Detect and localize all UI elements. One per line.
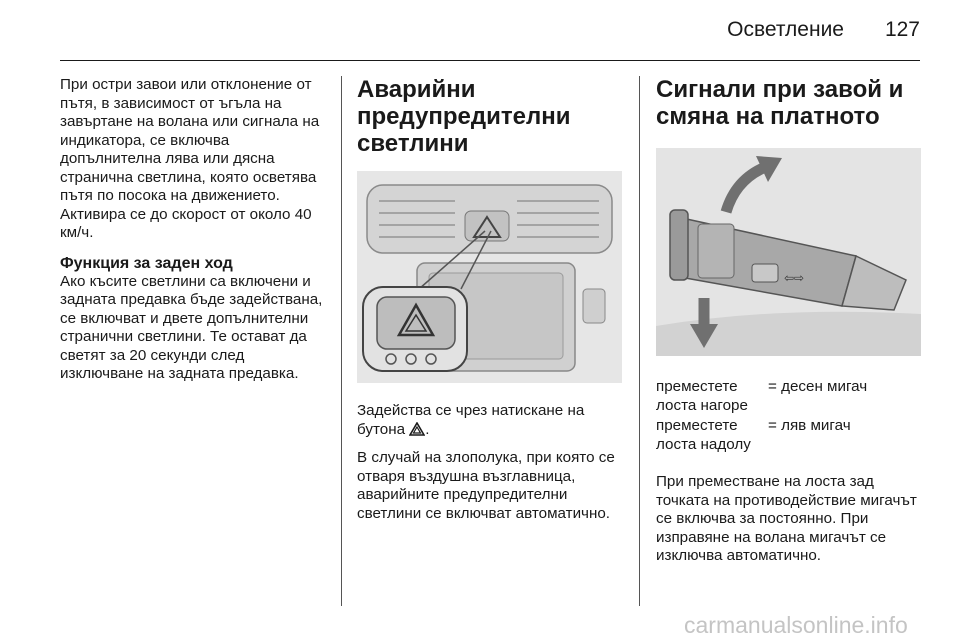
section-title: Осветление — [727, 18, 844, 41]
column-2 — [357, 76, 625, 523]
watermark: carmanualsonline.info — [684, 612, 908, 638]
hazard-button-illustration — [357, 171, 622, 383]
page-number: 127 — [884, 18, 920, 41]
column-divider — [639, 76, 640, 606]
turn-signal-text: При преместване на лоста зад точката на противодействие мигачът се включва за постоянно. При изправяне на волана мигачът се изключва автоматично. — [656, 473, 917, 564]
column-1 — [60, 76, 328, 384]
hazard-lights-heading: Аварийни предупредителни светлини — [357, 76, 571, 157]
column-3 — [656, 76, 921, 566]
page-header — [60, 0, 920, 61]
turn-signal-stalk-illustration — [656, 148, 921, 356]
turn-signal-heading: Сигнали при завой и смяна на платното — [656, 76, 904, 130]
svg-text:⇦⇨: ⇦⇨ — [784, 271, 805, 285]
intro-paragraph: При остри завои или отклонение от пътя, в зависимост от ъгъла на завъртане на волана или сигнала на индикатора, се включва допълнителна лява или дясна странична светлина, която осветява пътя по посока на движението. Активира се до скорост от около 40 км/ч. — [60, 76, 320, 241]
turn-signal-table — [656, 378, 921, 454]
table-row: преместете лоста нагоре = десен мигач — [656, 378, 868, 414]
hazard-auto-text: В случай на злополука, при която се отваря въздушна възглавница, аварийните предупредителни светлини се включват автоматично. — [357, 449, 615, 522]
table-row: преместете лоста надолу = ляв мигач — [656, 417, 851, 453]
hazard-triangle-icon — [409, 422, 425, 436]
hazard-activation-text: Задейства се чрез натискане на бутона . — [357, 402, 585, 438]
reverse-function-text: Ако късите светлини са включени и задната предавка бъде задействана, се включват и двете допълнителни странични светлини. Те остават да светят за 20 секунди след изключване на задната предавка. — [60, 272, 323, 382]
column-divider — [341, 76, 342, 606]
reverse-function-heading: Функция за заден ход — [60, 254, 233, 272]
